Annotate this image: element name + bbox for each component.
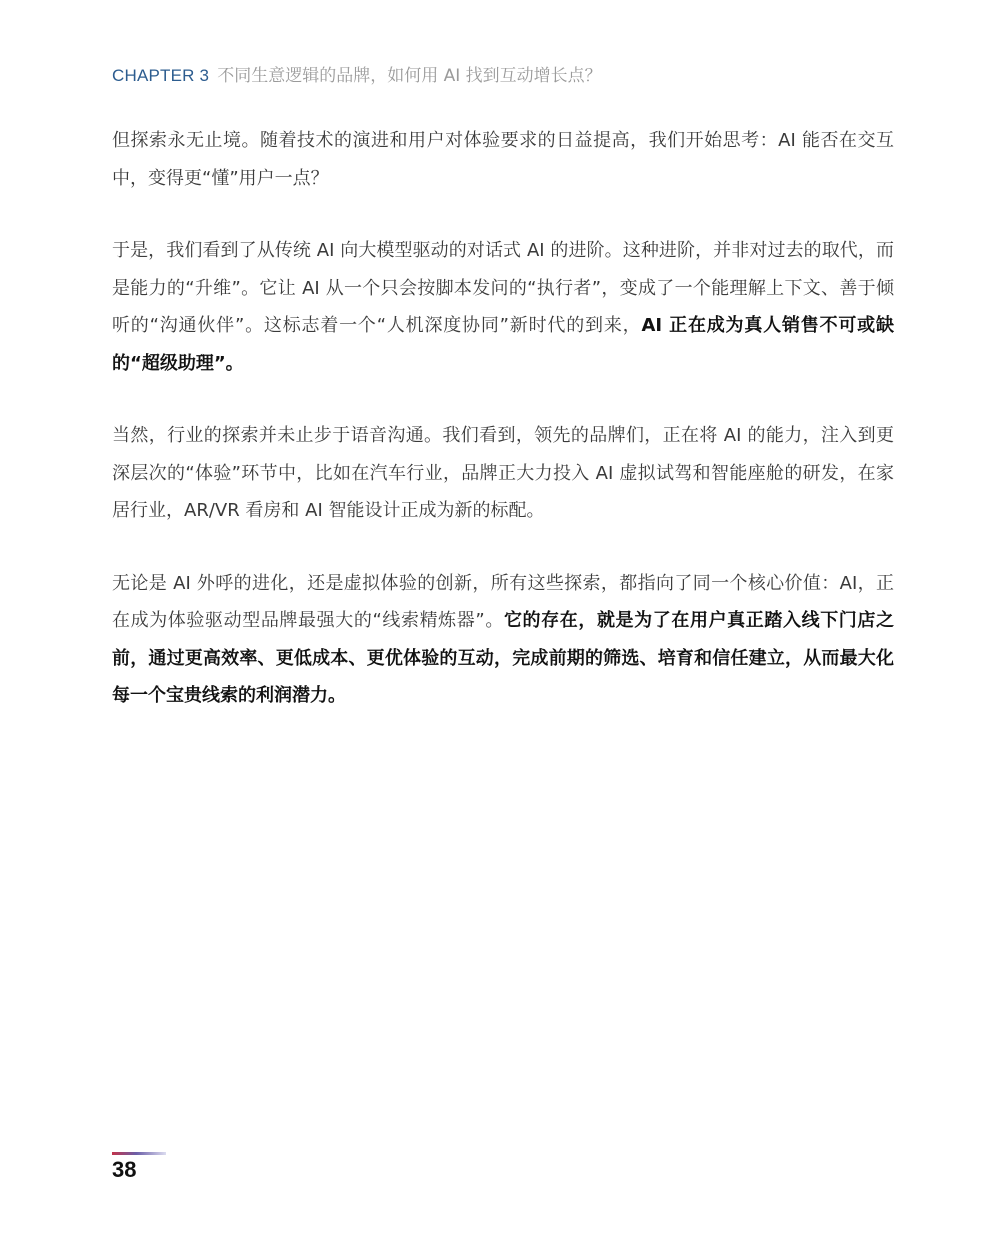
paragraph-1 (112, 122, 894, 197)
paragraph-emphasis: 它的存在，就是为了在用户真正踏入线下门店之前，通过更高效率、更低成本、更优体验的互动，完成前期的筛选、培育和信任建立，从而最大化每一个宝贵线索的利润潜力。 (112, 610, 895, 706)
chapter-title: 不同生意逻辑的品牌，如何用 AI 找到互动增长点？ (217, 66, 602, 86)
paragraph-4 (112, 565, 894, 715)
paragraph-3 (112, 417, 894, 530)
paragraph-emphasis: AI 正在成为真人销售不可或缺的“超级助理”。 (112, 315, 894, 374)
article-body (112, 122, 894, 750)
paragraph-2 (112, 232, 894, 382)
paragraph-text: 但探索永无止境。随着技术的演进和用户对体验要求的日益提高，我们开始思考：AI 能否在交互中，变得更“懂”用户一点？ (112, 130, 894, 189)
paragraph-text: 于是，我们看到了从传统 AI 向大模型驱动的对话式 AI 的进阶。这种进阶，并非对过去的取代，而是能力的“升维”。它让 AI 从一个只会按脚本发问的“执行者”，变成了一个能理解上下文、善于倾听的“沟通伙伴”。这标志着一个“人机深度协同”新时代的到来， (112, 240, 894, 336)
chapter-header (112, 64, 602, 88)
footer-accent-bar (112, 1152, 166, 1155)
paragraph-text: 无论是 AI 外呼的进化，还是虚拟体验的创新，所有这些探索，都指向了同一个核心价值：AI，正在成为体验驱动型品牌最强大的“线索精炼器”。 (112, 572, 894, 631)
page-number: 38 (112, 1157, 137, 1182)
paragraph-text: 当然，行业的探索并未止步于语音沟通。我们看到，领先的品牌们，正在将 AI 的能力，注入到更深层次的“体验”环节中，比如在汽车行业，品牌正大力投入 AI 虚拟试驾和智能座舱的研发，在家居行业，AR/VR 看房和 AI 智能设计正成为新的标配。 (112, 425, 894, 521)
chapter-label: CHAPTER 3 (112, 66, 210, 85)
